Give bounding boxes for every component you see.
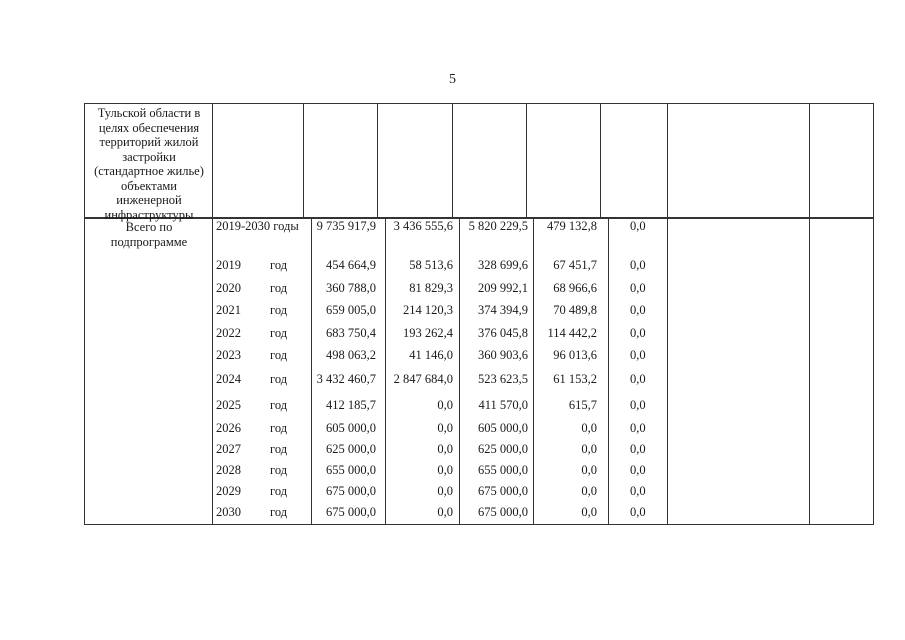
year-cell: 2024 <box>216 372 241 386</box>
col-divider <box>809 103 810 218</box>
subprogram-line: подпрограмме <box>110 235 188 249</box>
col-divider <box>311 218 312 525</box>
page-number: 5 <box>449 72 456 87</box>
value-cell: 209 992,1 <box>478 281 528 295</box>
col-divider <box>452 103 453 218</box>
value-cell: 625 000,0 <box>326 442 376 456</box>
value-cell: 683 750,4 <box>326 326 376 340</box>
value-cell: 328 699,6 <box>478 258 528 272</box>
value-cell: 605 000,0 <box>478 421 528 435</box>
value-cell: 0,0 <box>581 505 597 519</box>
year-cell: 2027 <box>216 442 241 456</box>
desc-line: территорий жилой <box>99 135 199 149</box>
desc-line: инженерной <box>116 193 182 207</box>
col-divider <box>809 218 810 525</box>
value-cell: 0,0 <box>581 484 597 498</box>
subprogram-label <box>86 220 212 250</box>
year-cell: 2026 <box>216 421 241 435</box>
value-cell: 193 262,4 <box>403 326 453 340</box>
value-cell: 0,0 <box>437 463 453 477</box>
value-cell: 0,0 <box>437 398 453 412</box>
value-cell: 0,0 <box>437 505 453 519</box>
col-divider <box>212 218 213 525</box>
value-cell: 0,0 <box>630 442 646 456</box>
year-cell: 2029 <box>216 484 241 498</box>
col-divider <box>600 103 601 218</box>
desc-line: целях обеспечения <box>98 120 200 135</box>
value-cell: 360 788,0 <box>326 281 376 295</box>
value-cell: 61 153,2 <box>553 372 597 386</box>
subprogram-line: Всего по <box>125 220 173 234</box>
value-cell: 675 000,0 <box>326 484 376 498</box>
col-divider <box>377 103 378 218</box>
value-cell: 0,0 <box>581 463 597 477</box>
year-unit-cell: год <box>270 398 288 412</box>
value-cell: 615,7 <box>568 398 597 412</box>
value-cell: 214 120,3 <box>403 303 453 317</box>
value-cell: 0,0 <box>630 484 646 498</box>
year-unit-cell: год <box>270 348 288 362</box>
desc-line: Тульской области в <box>97 106 201 120</box>
value-cell: 675 000,0 <box>478 505 528 519</box>
desc-line: (стандартное жилье) <box>94 164 204 178</box>
value-cell: 41 146,0 <box>409 348 453 362</box>
year-unit-cell: год <box>270 258 288 272</box>
year-unit-cell: год <box>270 421 288 435</box>
value-cell: 0,0 <box>437 484 453 498</box>
value-cell: 655 000,0 <box>326 463 376 477</box>
year-cell: 2030 <box>216 505 241 519</box>
value-cell: 0,0 <box>437 421 453 435</box>
year-unit-cell: год <box>270 303 288 317</box>
value-cell: 0,0 <box>581 442 597 456</box>
desc-line: объектами <box>121 178 177 193</box>
value-cell: 454 664,9 <box>326 258 376 272</box>
value-cell: 5 820 229,5 <box>468 219 528 233</box>
value-cell: 58 513,6 <box>409 258 453 272</box>
value-cell: 479 132,8 <box>547 219 597 233</box>
year-cell: 2020 <box>216 281 241 295</box>
value-cell: 498 063,2 <box>326 348 376 362</box>
value-cell: 68 966,6 <box>553 281 597 295</box>
year-unit-cell: год <box>270 326 288 340</box>
value-cell: 3 432 460,7 <box>316 372 376 386</box>
value-cell: 0,0 <box>630 326 646 340</box>
col-divider <box>385 218 386 525</box>
value-cell: 411 570,0 <box>478 398 528 412</box>
col-divider <box>667 103 668 218</box>
value-cell: 675 000,0 <box>478 484 528 498</box>
year-unit-cell: год <box>270 463 288 477</box>
year-cell: 2022 <box>216 326 241 340</box>
col-divider <box>459 218 460 525</box>
year-cell: 2023 <box>216 348 241 362</box>
value-cell: 70 489,8 <box>553 303 597 317</box>
desc-line: застройки <box>122 149 176 164</box>
year-unit-cell: год <box>270 372 288 386</box>
value-cell: 605 000,0 <box>326 421 376 435</box>
value-cell: 675 000,0 <box>326 505 376 519</box>
value-cell: 0,0 <box>630 372 646 386</box>
value-cell: 114 442,2 <box>547 326 597 340</box>
desc-line: инфраструктуры <box>104 207 194 222</box>
col-divider <box>533 218 534 525</box>
year-unit-cell: год <box>270 281 288 295</box>
value-cell: 9 735 917,9 <box>316 219 376 233</box>
value-cell: 0,0 <box>630 348 646 362</box>
value-cell: 659 005,0 <box>326 303 376 317</box>
value-cell: 625 000,0 <box>478 442 528 456</box>
value-cell: 81 829,3 <box>409 281 453 295</box>
value-cell: 0,0 <box>630 421 646 435</box>
value-cell: 0,0 <box>630 463 646 477</box>
col-divider <box>608 218 609 525</box>
value-cell: 360 903,6 <box>478 348 528 362</box>
value-cell: 0,0 <box>630 303 646 317</box>
value-cell: 0,0 <box>630 219 646 233</box>
value-cell: 523 623,5 <box>478 372 528 386</box>
year-unit-cell: год <box>270 484 288 498</box>
year-cell: 2025 <box>216 398 241 412</box>
col-divider <box>303 103 304 218</box>
value-cell: 67 451,7 <box>553 258 597 272</box>
value-cell: 376 045,8 <box>478 326 528 340</box>
year-cell: 2019 <box>216 258 241 272</box>
value-cell: 0,0 <box>630 398 646 412</box>
year-cell: 2028 <box>216 463 241 477</box>
value-cell: 3 436 555,6 <box>393 219 453 233</box>
value-cell: 96 013,6 <box>553 348 597 362</box>
col-divider <box>526 103 527 218</box>
col-divider <box>212 103 213 218</box>
value-cell: 374 394,9 <box>478 303 528 317</box>
value-cell: 0,0 <box>630 505 646 519</box>
year-cell: 2021 <box>216 303 241 317</box>
value-cell: 2 847 684,0 <box>393 372 453 386</box>
value-cell: 655 000,0 <box>478 463 528 477</box>
value-cell: 0,0 <box>630 281 646 295</box>
col-divider <box>667 218 668 525</box>
period-cell: 2019-2030 годы <box>216 219 299 233</box>
value-cell: 0,0 <box>437 442 453 456</box>
row-description <box>86 106 212 222</box>
value-cell: 0,0 <box>630 258 646 272</box>
year-unit-cell: год <box>270 505 288 519</box>
year-unit-cell: год <box>270 442 288 456</box>
value-cell: 0,0 <box>581 421 597 435</box>
value-cell: 412 185,7 <box>326 398 376 412</box>
